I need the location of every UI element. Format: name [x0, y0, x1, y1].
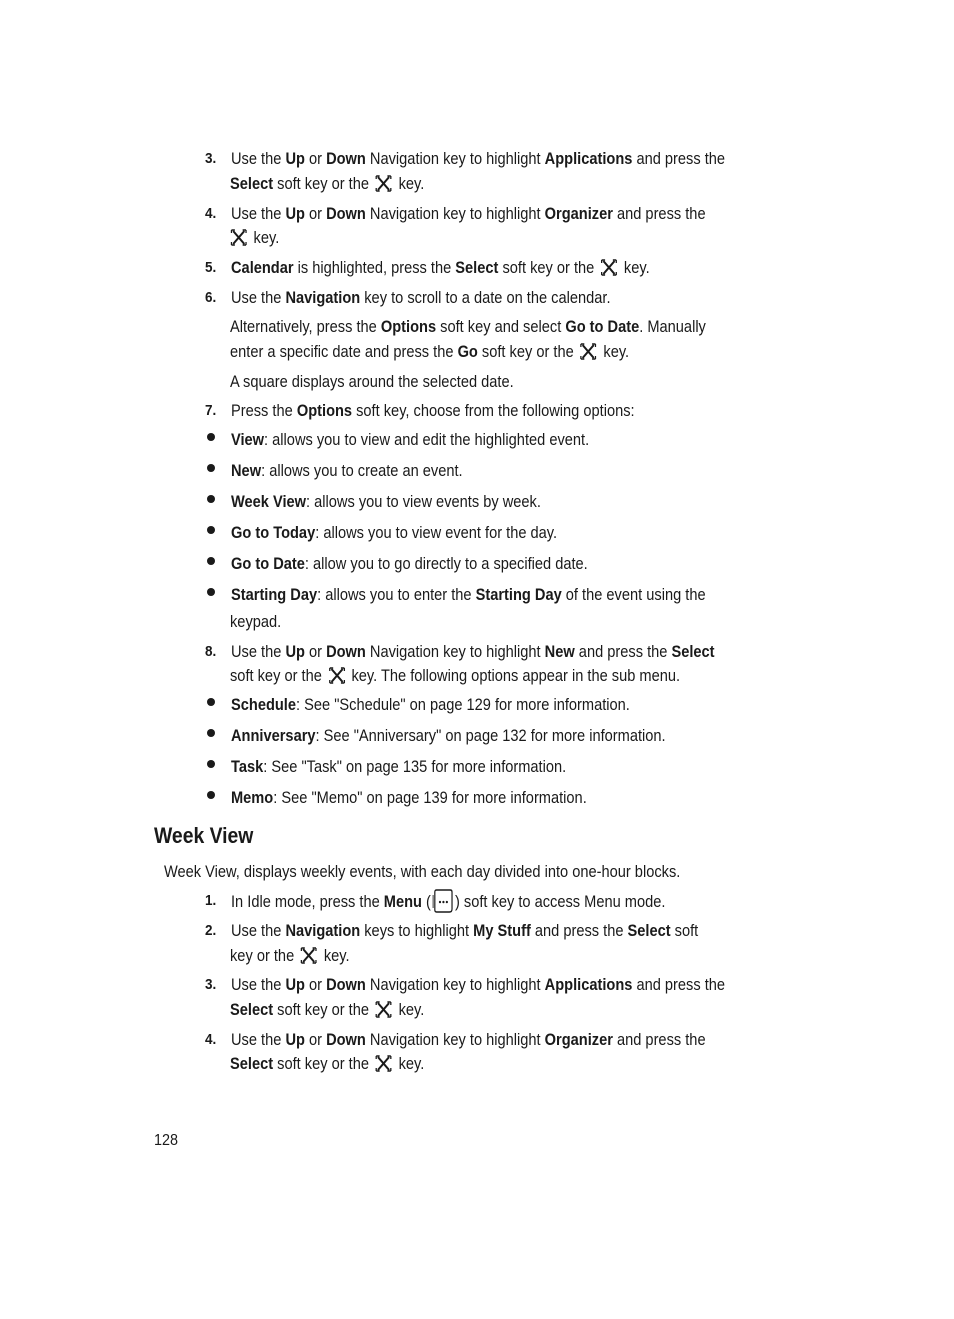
page-number: 128 — [154, 1132, 179, 1149]
bullet-icon — [207, 729, 215, 737]
step-6-para-1: Alternatively, press the Options soft key and select Go to Date. Manually — [230, 317, 706, 336]
step-number: 8. — [205, 643, 217, 660]
bullet-icon — [207, 588, 215, 596]
option-go-to-today: Go to Today: allows you to view event for the day. — [231, 523, 558, 542]
week-step-2-line-2: key or the key. — [230, 946, 350, 965]
select-key-icon — [580, 343, 596, 360]
bullet-icon — [207, 433, 215, 441]
step-6-para-2: enter a specific date and press the Go soft key or the key. — [230, 342, 630, 361]
step-3-line-1: Use the Up or Down Navigation key to highlight Applications and press the — [231, 149, 726, 168]
step-5-line-1: Calendar is highlighted, press the Select soft key or the key. — [231, 258, 650, 277]
step-8-line-1: Use the Up or Down Navigation key to highlight New and press the Select — [231, 642, 715, 661]
submenu-memo: Memo: See "Memo" on page 139 for more information. — [231, 788, 587, 807]
submenu-schedule: Schedule: See "Schedule" on page 129 for more information. — [231, 695, 630, 714]
submenu-anniversary: Anniversary: See "Anniversary" on page 132 for more information. — [231, 726, 666, 745]
step-number: 4. — [205, 205, 217, 222]
select-key-icon — [328, 667, 344, 684]
select-key-icon — [376, 1001, 392, 1018]
section-intro: Week View, displays weekly events, with each day divided into one-hour blocks. — [164, 862, 681, 881]
week-step-1: In Idle mode, press the Menu ( ) soft key to access Menu mode. — [231, 889, 665, 914]
select-key-icon — [601, 259, 617, 276]
select-key-icon — [231, 229, 247, 246]
bullet-icon — [207, 698, 215, 706]
step-number: 1. — [205, 892, 217, 909]
step-number: 3. — [205, 150, 217, 167]
step-number: 3. — [205, 976, 217, 993]
option-new: New: allows you to create an event. — [231, 461, 463, 480]
bullet-icon — [207, 495, 215, 503]
bullet-icon — [207, 526, 215, 534]
step-4-line-1: Use the Up or Down Navigation key to highlight Organizer and press the — [231, 204, 706, 223]
week-step-2-line-1: Use the Navigation keys to highlight My Stuff and press the Select soft — [231, 921, 699, 940]
step-number: 4. — [205, 1031, 217, 1048]
week-step-4-line-2: Select soft key or the key. — [230, 1054, 425, 1073]
select-key-icon — [301, 947, 317, 964]
week-step-3-line-1: Use the Up or Down Navigation key to highlight Applications and press the — [231, 975, 726, 994]
bullet-icon — [207, 791, 215, 799]
submenu-task: Task: See "Task" on page 135 for more information. — [231, 757, 567, 776]
bullet-icon — [207, 557, 215, 565]
step-7-line-1: Press the Options soft key, choose from the following options: — [231, 401, 635, 420]
step-8-line-2: soft key or the key. The following options appear in the sub menu. — [230, 666, 681, 685]
select-key-icon — [376, 175, 392, 192]
option-view: View: allows you to view and edit the highlighted event. — [231, 430, 590, 449]
step-6-line-1: Use the Navigation key to scroll to a date on the calendar. — [231, 288, 611, 307]
step-number: 7. — [205, 402, 217, 419]
step-4-line-2: key. — [228, 226, 279, 250]
menu-key-icon — [432, 889, 454, 913]
step-number: 2. — [205, 922, 217, 939]
section-heading-week-view: Week View — [154, 823, 254, 848]
step-number: 5. — [205, 259, 217, 276]
step-number: 6. — [205, 289, 217, 306]
option-starting-day: Starting Day: allows you to enter the Starting Day of the event using the — [231, 585, 706, 604]
select-key-icon — [376, 1055, 392, 1072]
option-week-view: Week View: allows you to view events by week. — [231, 492, 541, 511]
bullet-icon — [207, 464, 215, 472]
bullet-icon — [207, 760, 215, 768]
option-go-to-date: Go to Date: allow you to go directly to a specified date. — [231, 554, 588, 573]
week-step-4-line-1: Use the Up or Down Navigation key to highlight Organizer and press the — [231, 1030, 706, 1049]
step-3-line-2: Select soft key or the key. — [230, 174, 425, 193]
week-step-3-line-2: Select soft key or the key. — [230, 1000, 425, 1019]
step-6-para-3: A square displays around the selected date. — [230, 372, 514, 391]
option-starting-day-line-2: keypad. — [230, 612, 282, 631]
